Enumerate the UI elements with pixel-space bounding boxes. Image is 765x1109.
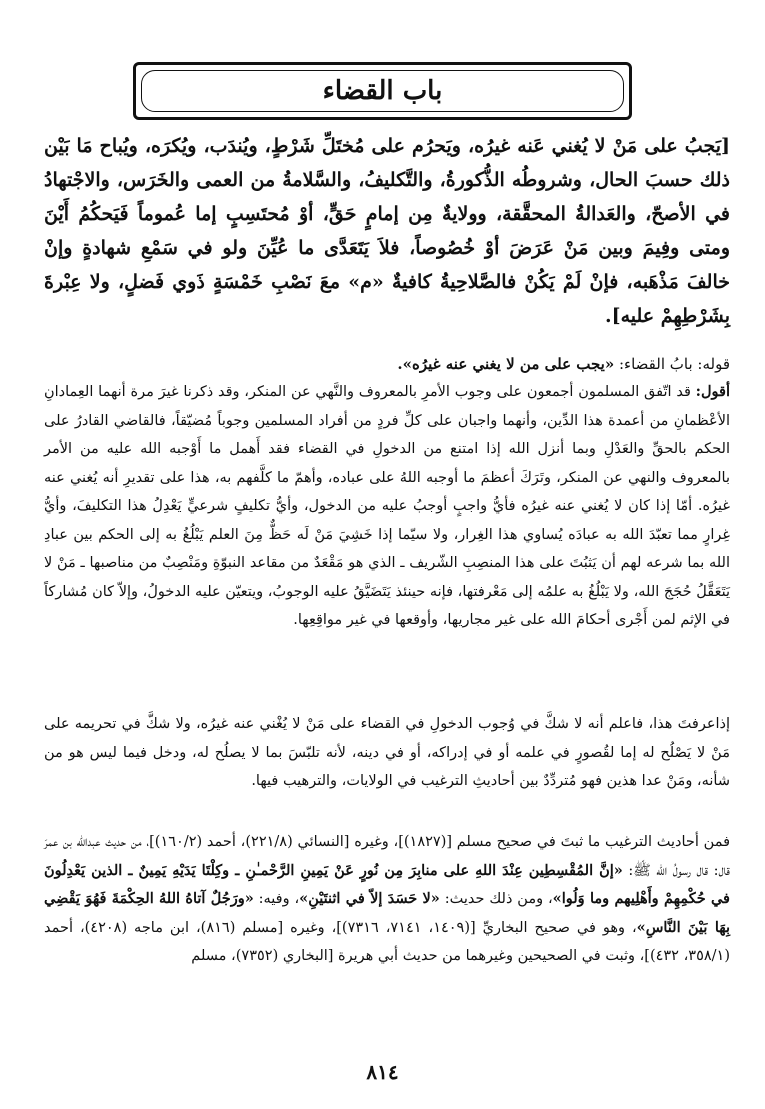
commentary-paragraph-2: إذاعرفتَ هذا، فاعلم أنه لا شكَّ في وُجوب الدخولِ في القضاء على مَنْ لا يُغْني عنه غيرُه، ولا شكَّ في تحريمه على مَنْ لا يَصْلُح له إما لقُصورٍ في علمه أو في إدراكه، أو في دينه، لأنه تلبّسَ بما لا يصلُح له، ودخل فيما ليس هو من شأنه، ومَنْ عدا هذين فهو مُتردِّدٌ بين أحاديثِ الترغيب في الولايات، والترهيب فيها. — [44, 716, 730, 789]
paragraph-3-text-2: ، ومن ذلك حديث: — [439, 891, 553, 907]
commentary-lead-prefix: قوله: بابُ القضاء: — [614, 355, 730, 373]
chapter-title: باب القضاء — [322, 76, 443, 106]
paragraph-3-text-1: فمن أحاديث الترغيب ما ثبتَ في صحيح مسلم [(١٨٢٧)]، وغيره [النسائي (٢٢١/٨)، أحمد (١٦٠/٢)]، من حديث عبدالله بن عمرَ قال: قال رسولُ الله ﷺ: — [44, 834, 731, 879]
paragraph-3-text-4: ، وهو في صحيح البخاريِّ [(١٤٠٩، ٧١٤١، ٧٣١٦)]، وغيره [مسلم (٨١٦)، ابن ماجه (٤٢٠٨)، أحمد (٣٥٨/١، ٤٣٢)]، وثبت في الصحيحين وغيرهما من حديث أبي هريرة [البخاري (٧٣٥٢)، مسلم — [44, 919, 730, 964]
aqul-label: أقول: — [695, 383, 730, 400]
paragraph-1-body: قد اتّفق المسلمون أجمعون على وجوب الأمرِ بالمعروف والنَّهي عن المنكر، وقد ذكرنا غيرَ مرة أنهما العِمادانِ الأعْظمانِ من أعمدة هذا الدِّين، وأنهما واجبان على كلِّ فردٍ من أفراد المسلمين وجوباً مُضيّقاً، فالقاضي القادرُ على الحكم بالحقِّ والعَدْلِ وبما أنزل الله إذا امتنع من الدخولِ في القضاء فقد أَهمل ما أَوْجبه الله عليه من الأمر بالمعروف والنهي عن المنكر، وتَرَكَ أعظمَ ما أوجبه اللهُ على عباده، وأهمّ ما كلَّفهم به، هذا على تقديرِ أنه يُغني عنه غيرُه. أمّا إذا كان لا يُغني عنه غيرُه فأيُّ واجبٍ أوجبُ عليه من الدخول، وأيُّ تكليفٍ شرعيٍّ يَعْدِلُ هذا التكليفَ، وأيُّ غِرارٍ مما تعبّدَ الله به عبادَه يُساوي هذا الغِرار، ولا سيّما إذا خَشِيَ مَنْ لَه حَظٌّ مِنَ العلم يَبْلُغُ به إلى الحكم بين عبادِ الله بما شرعه لهم أن يَثبُتَ على هذا المنصِبِ الشّريف ـ الذي هو مَقْعَدٌ من مقاعد النبوّةِ ومَنْصِبٌ من مناصبها ـ مَنْ لا يَتَعَقَّلُ حُجَجَ الله، ولا يَبْلُغُ به علمُه إلى مَعْرفتها، فإنه حينئذ يَتَضَيَّقُ عليه الوجوبُ، ويتعيّن عليه الدخولُ، وإلاّ كان مُشاركاً في الإثم لمن أَجْرى أحكامَ الله على غير مجاريها، وأوقعها في غير مواقِعِها. — [44, 384, 730, 628]
hadith-quote-2: «لا حَسَدَ إلاّ في اثنتَيْنِ» — [299, 890, 440, 907]
commentary-lead — [44, 352, 730, 376]
chapter-title-frame — [133, 62, 632, 120]
matn-text: [يَجبُ على مَنْ لا يُغني عَنه غيرُه، ويَحرُم على مُختَلِّ شَرْطٍ، ويُندَب، ويُكرَه، ويُباح مَا بَيْن ذلك حسبَ الحال، وشروطُه الذُّكورةُ، والتَّكليفُ، والسَّلامةُ من العمى والخَرَس، والاجْتهادُ في الأصحّ، والعَدالةُ المحقَّقة، وولايةٌ مِن إمامٍ حَقٍّ، أوْ مُحتَسِبٍ إما عُموماً فَيَحكُمُ أَيْنَ ومتى وفِيمَ وبين مَنْ عَرَضَ أوْ خُصُوصاً، فلاَ يَتَعَدَّى ما عُيِّنَ ولو في سَمْعِ شهادةٍ وإنْ خالفَ مَذْهَبه، فإنْ لَمْ يَكُنْ فالصَّلاحِيةُ كافيةٌ «م» معَ نَصْبِ خَمْسَةٍ ذَوي فَضلٍ، ولا عِبْرةَ بِشَرْطِهِمْ عليه]. — [44, 135, 730, 327]
commentary-lead-quote: «يجب على من لا يغني عنه غيرُه». — [397, 355, 615, 373]
hadith-quote-3: «ورَجُلٌ آتاهُ اللهُ الحِكْمَةَ فَهُوَ يَقْضِي بِهَا بَيْنَ النَّاسِ» — [44, 890, 730, 936]
hadith-quote-1: «إنَّ المُقْسِطِين عِنْدَ اللهِ على منابِرَ مِن نُورٍ عَنْ يَمِينِ الرَّحْمـٰنِ ـ وكِلْتَا يَدَيْهِ يَمِينٌ ـ الذين يَعْدِلُونَ في حُكْمِهِمْ وأَهْلِيهم وما وَلُوا» — [44, 861, 730, 907]
commentary-paragraph-1 — [44, 378, 730, 635]
paragraph-3-text-3: ، وفيه: — [253, 891, 300, 907]
page-number: ٨١٤ — [366, 1060, 399, 1084]
commentary-paragraph-3 — [44, 828, 730, 971]
chapter-title-inner-frame — [141, 70, 624, 112]
